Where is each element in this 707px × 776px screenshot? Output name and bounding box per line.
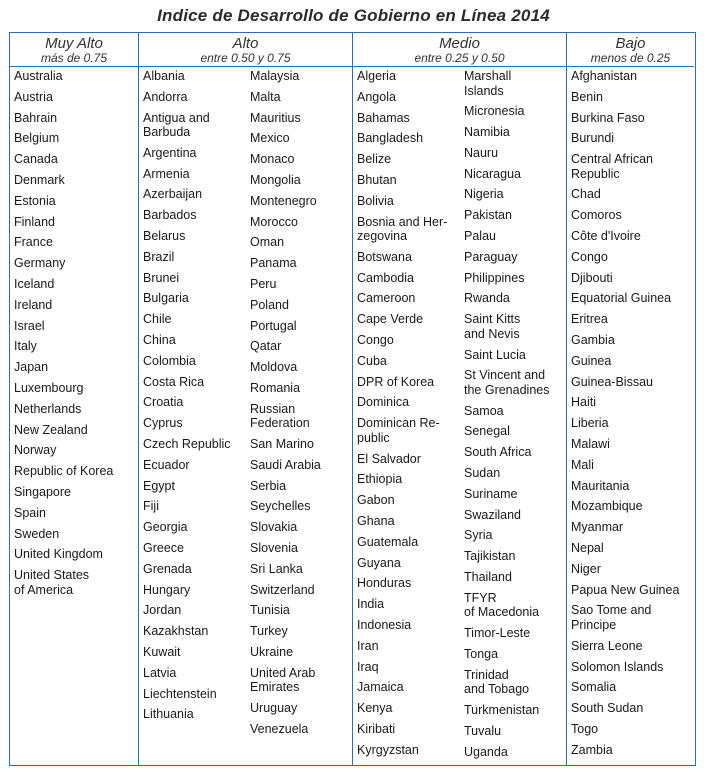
country-entry: Nepal <box>571 541 604 556</box>
country-entry: Rwanda <box>464 291 510 306</box>
country-entry: Panama <box>250 256 297 271</box>
country-entry: Malta <box>250 89 281 104</box>
country-entry: Bosnia and Her- zegovina <box>357 214 448 244</box>
country-entry: Seychelles <box>250 499 311 514</box>
country-entry: Grenada <box>143 561 192 576</box>
country-entry: Malaysia <box>250 69 300 83</box>
country-entry: Botswana <box>357 249 412 264</box>
country-entry: Tuvalu <box>464 723 502 738</box>
country-entry: Argentina <box>143 145 197 160</box>
country-entry: Ghana <box>357 513 395 528</box>
country-entry: St Vincent and the Grenadines <box>464 368 550 397</box>
country-entry: Azerbaijan <box>143 187 203 202</box>
country-entry: Kiribati <box>357 721 396 736</box>
group-column-alto <box>139 33 352 765</box>
country-entry: Burundi <box>571 131 615 146</box>
country-entry: Romania <box>250 380 301 395</box>
country-entry: Dominican Re- public <box>357 416 440 445</box>
country-entry: Japan <box>14 360 49 375</box>
country-entry: Greece <box>143 541 184 556</box>
country-entry: Malawi <box>571 437 610 452</box>
country-entry: Norway <box>14 443 57 458</box>
country-entry: Kenya <box>357 701 393 716</box>
country-entry: Israel <box>14 318 45 333</box>
country-entry: China <box>143 333 176 348</box>
country-entry: Trinidad and Tobago <box>464 667 530 697</box>
country-entry: Eritrea <box>571 312 608 327</box>
country-entry: Morocco <box>250 214 298 229</box>
country-entry: Ukraine <box>250 645 294 660</box>
country-list <box>250 69 350 743</box>
country-entry: Myanmar <box>571 520 624 535</box>
country-entry: Chile <box>143 312 172 327</box>
country-entry: Chad <box>571 187 601 202</box>
country-entry: San Marino <box>250 437 314 452</box>
country-entry: Moldova <box>250 360 298 375</box>
group-header <box>10 33 138 67</box>
country-entry: Venezuela <box>250 721 309 736</box>
country-list <box>14 69 134 603</box>
country-entry: Indonesia <box>357 617 412 632</box>
country-entry: Tonga <box>464 646 499 661</box>
country-entry: Qatar <box>250 339 282 354</box>
country-entry: Finland <box>14 214 55 229</box>
country-entry: Brazil <box>143 249 175 264</box>
country-entry: Cape Verde <box>357 312 424 327</box>
country-entry: Ethiopia <box>357 472 403 487</box>
country-entry: Jamaica <box>357 680 404 695</box>
country-entry: Kyrgyzstan <box>357 742 419 757</box>
country-entry: Gabon <box>357 493 395 508</box>
country-entry: Turkey <box>250 624 288 639</box>
group-column-medio <box>353 33 566 765</box>
country-entry: Monaco <box>250 152 295 167</box>
country-entry: Niger <box>571 561 601 576</box>
country-entry: Russian Federation <box>250 401 310 431</box>
country-entry: United States of America <box>14 568 90 597</box>
country-entry: United Arab Emirates <box>250 665 316 695</box>
country-entry: Austria <box>14 89 53 104</box>
country-entry: Cuba <box>357 353 387 368</box>
country-entry: Barbados <box>143 208 197 223</box>
country-entry: Tunisia <box>250 603 290 618</box>
country-entry: Belize <box>357 152 392 167</box>
country-entry: Dominica <box>357 395 410 410</box>
country-entry: Samoa <box>464 403 504 418</box>
country-entry: Denmark <box>14 172 65 187</box>
egov-index-table <box>9 32 696 766</box>
country-entry: Germany <box>14 256 66 271</box>
country-entry: Georgia <box>143 520 188 535</box>
country-entry: Sri Lanka <box>250 561 303 576</box>
country-entry: Bulgaria <box>143 291 189 306</box>
country-entry: Sao Tome and Principe <box>571 603 652 632</box>
country-entry: Saudi Arabia <box>250 457 321 472</box>
country-entry: Angola <box>357 89 396 104</box>
country-entry: Côte d'Ivoire <box>571 229 641 244</box>
country-entry: Ireland <box>14 297 53 312</box>
country-entry: Djibouti <box>571 270 613 285</box>
country-entry: Liechtenstein <box>143 686 217 701</box>
country-entry: Slovakia <box>250 520 298 535</box>
country-entry: Syria <box>464 528 493 543</box>
country-entry: Cameroon <box>357 291 416 306</box>
country-entry: Cambodia <box>357 270 414 285</box>
country-entry: Honduras <box>357 576 412 591</box>
country-entry: Albania <box>143 69 185 83</box>
country-entry: Uruguay <box>250 701 298 716</box>
country-entry: Poland <box>250 297 289 312</box>
country-entry: Hungary <box>143 582 191 597</box>
country-entry: Croatia <box>143 395 184 410</box>
country-entry: Iceland <box>14 276 55 291</box>
country-entry: Latvia <box>143 665 177 680</box>
country-entry: Guatemala <box>357 534 419 549</box>
country-entry: Iran <box>357 638 379 653</box>
country-entry: Italy <box>14 339 37 354</box>
country-entry: Bahamas <box>357 110 410 125</box>
group-column-bajo <box>567 33 694 765</box>
country-entry: Mozambique <box>571 499 643 514</box>
country-entry: Kazakhstan <box>143 624 209 639</box>
country-entry: Fiji <box>143 499 159 514</box>
country-entry: Mauritius <box>250 110 301 125</box>
country-entry: Bolivia <box>357 193 394 208</box>
country-entry: South Sudan <box>571 701 644 716</box>
country-entry: Pakistan <box>464 208 512 223</box>
country-entry: Guinea <box>571 353 612 368</box>
country-entry: Spain <box>14 505 46 520</box>
country-entry: Bangladesh <box>357 131 424 146</box>
country-entry: Switzerland <box>250 582 315 597</box>
group-header <box>139 33 352 67</box>
group-header <box>567 33 694 67</box>
country-entry: Afghanistan <box>571 69 638 83</box>
group-column-muy-alto <box>10 33 138 765</box>
country-entry: Sudan <box>464 466 501 481</box>
country-list <box>571 69 693 764</box>
country-entry: Nigeria <box>464 187 504 202</box>
country-entry: Togo <box>571 721 599 736</box>
country-entry: Saint Kitts and Nevis <box>464 312 521 341</box>
group-range: más de 0.75 <box>40 51 108 65</box>
country-entry: Papua New Guinea <box>571 582 680 597</box>
group-range: entre 0.50 y 0.75 <box>200 51 291 65</box>
country-entry: Luxembourg <box>14 380 84 395</box>
country-entry: Suriname <box>464 486 518 501</box>
country-entry: Brunei <box>143 270 180 285</box>
country-entry: Australia <box>14 69 63 83</box>
country-entry: Costa Rica <box>143 374 205 389</box>
country-entry: Uganda <box>464 744 508 759</box>
country-entry: Equatorial Guinea <box>571 291 672 306</box>
country-entry: Andorra <box>143 89 188 104</box>
country-entry: DPR of Korea <box>357 374 435 389</box>
country-entry: Peru <box>250 276 277 291</box>
country-entry: Zambia <box>571 742 613 757</box>
group-header <box>353 33 566 67</box>
country-entry: Tajikistan <box>464 549 516 564</box>
group-name: Muy Alto <box>45 35 103 52</box>
country-entry: Jordan <box>143 603 182 618</box>
country-list <box>464 69 564 765</box>
country-entry: Egypt <box>143 478 175 493</box>
country-entry: Saint Lucia <box>464 347 526 362</box>
country-entry: Congo <box>571 249 608 264</box>
country-entry: Ecuador <box>143 457 190 472</box>
group-name: Medio <box>439 35 480 52</box>
country-entry: Congo <box>357 333 394 348</box>
country-entry: Micronesia <box>464 104 525 119</box>
country-entry: El Salvador <box>357 451 421 466</box>
group-range: entre 0.25 y 0.50 <box>414 51 505 65</box>
country-entry: Montenegro <box>250 193 317 208</box>
country-entry: Timor-Leste <box>464 626 531 641</box>
country-entry: TFYR of Macedonia <box>464 590 540 620</box>
country-list <box>357 69 461 764</box>
country-entry: Haiti <box>571 395 597 410</box>
country-entry: South Africa <box>464 445 532 460</box>
country-entry: Guyana <box>357 555 401 570</box>
country-entry: Iraq <box>357 659 379 674</box>
country-entry: United Kingdom <box>14 547 103 562</box>
country-entry: Nauru <box>464 145 499 160</box>
country-entry: Belgium <box>14 131 60 146</box>
country-entry: Antigua and Barbuda <box>143 110 210 140</box>
country-entry: Mongolia <box>250 172 301 187</box>
country-entry: Belarus <box>143 229 186 244</box>
country-entry: Lithuania <box>143 707 194 722</box>
country-entry: Serbia <box>250 478 287 493</box>
document-title: Indice de Desarrollo de Gobierno en Línea 2014 <box>157 6 550 25</box>
country-entry: Guinea-Bissau <box>571 374 653 389</box>
country-entry: Colombia <box>143 353 196 368</box>
country-entry: France <box>14 235 53 250</box>
group-range: menos de 0.25 <box>590 51 671 65</box>
country-list <box>143 69 247 728</box>
country-entry: Liberia <box>571 416 609 431</box>
country-entry: Marshall Islands <box>464 69 512 98</box>
country-entry: Estonia <box>14 193 56 208</box>
country-entry: Gambia <box>571 333 615 348</box>
country-entry: Benin <box>571 89 603 104</box>
country-entry: Algeria <box>357 69 396 83</box>
country-entry: Nicaragua <box>464 166 521 181</box>
country-entry: Solomon Islands <box>571 659 664 674</box>
group-name: Alto <box>232 35 259 52</box>
country-entry: Cyprus <box>143 416 183 431</box>
country-entry: India <box>357 597 385 612</box>
country-entry: Bahrain <box>14 110 58 125</box>
country-entry: Kuwait <box>143 645 181 660</box>
country-entry: Senegal <box>464 424 510 439</box>
country-entry: Central African Republic <box>571 152 653 181</box>
country-entry: Sierra Leone <box>571 638 643 653</box>
group-name: Bajo <box>615 35 646 52</box>
country-entry: Comoros <box>571 208 622 223</box>
country-entry: Paraguay <box>464 249 518 264</box>
country-entry: Philippines <box>464 270 525 285</box>
country-entry: Thailand <box>464 570 512 585</box>
country-entry: Mexico <box>250 131 290 146</box>
country-entry: Swaziland <box>464 507 521 522</box>
country-entry: New Zealand <box>14 422 88 437</box>
country-entry: Portugal <box>250 318 297 333</box>
country-entry: Mauritania <box>571 478 630 493</box>
country-entry: Republic of Korea <box>14 464 114 479</box>
country-entry: Slovenia <box>250 541 298 556</box>
country-entry: Turkmenistan <box>464 703 540 718</box>
country-entry: Somalia <box>571 680 617 695</box>
country-entry: Oman <box>250 235 285 250</box>
country-entry: Canada <box>14 152 58 167</box>
country-entry: Bhutan <box>357 172 397 187</box>
country-entry: Netherlands <box>14 401 82 416</box>
country-entry: Mali <box>571 457 594 472</box>
country-entry: Armenia <box>143 166 190 181</box>
country-entry: Palau <box>464 229 496 244</box>
country-entry: Namibia <box>464 125 510 140</box>
country-entry: Burkina Faso <box>571 110 645 125</box>
country-entry: Singapore <box>14 484 71 499</box>
country-entry: Czech Republic <box>143 437 231 452</box>
country-entry: Sweden <box>14 526 60 541</box>
